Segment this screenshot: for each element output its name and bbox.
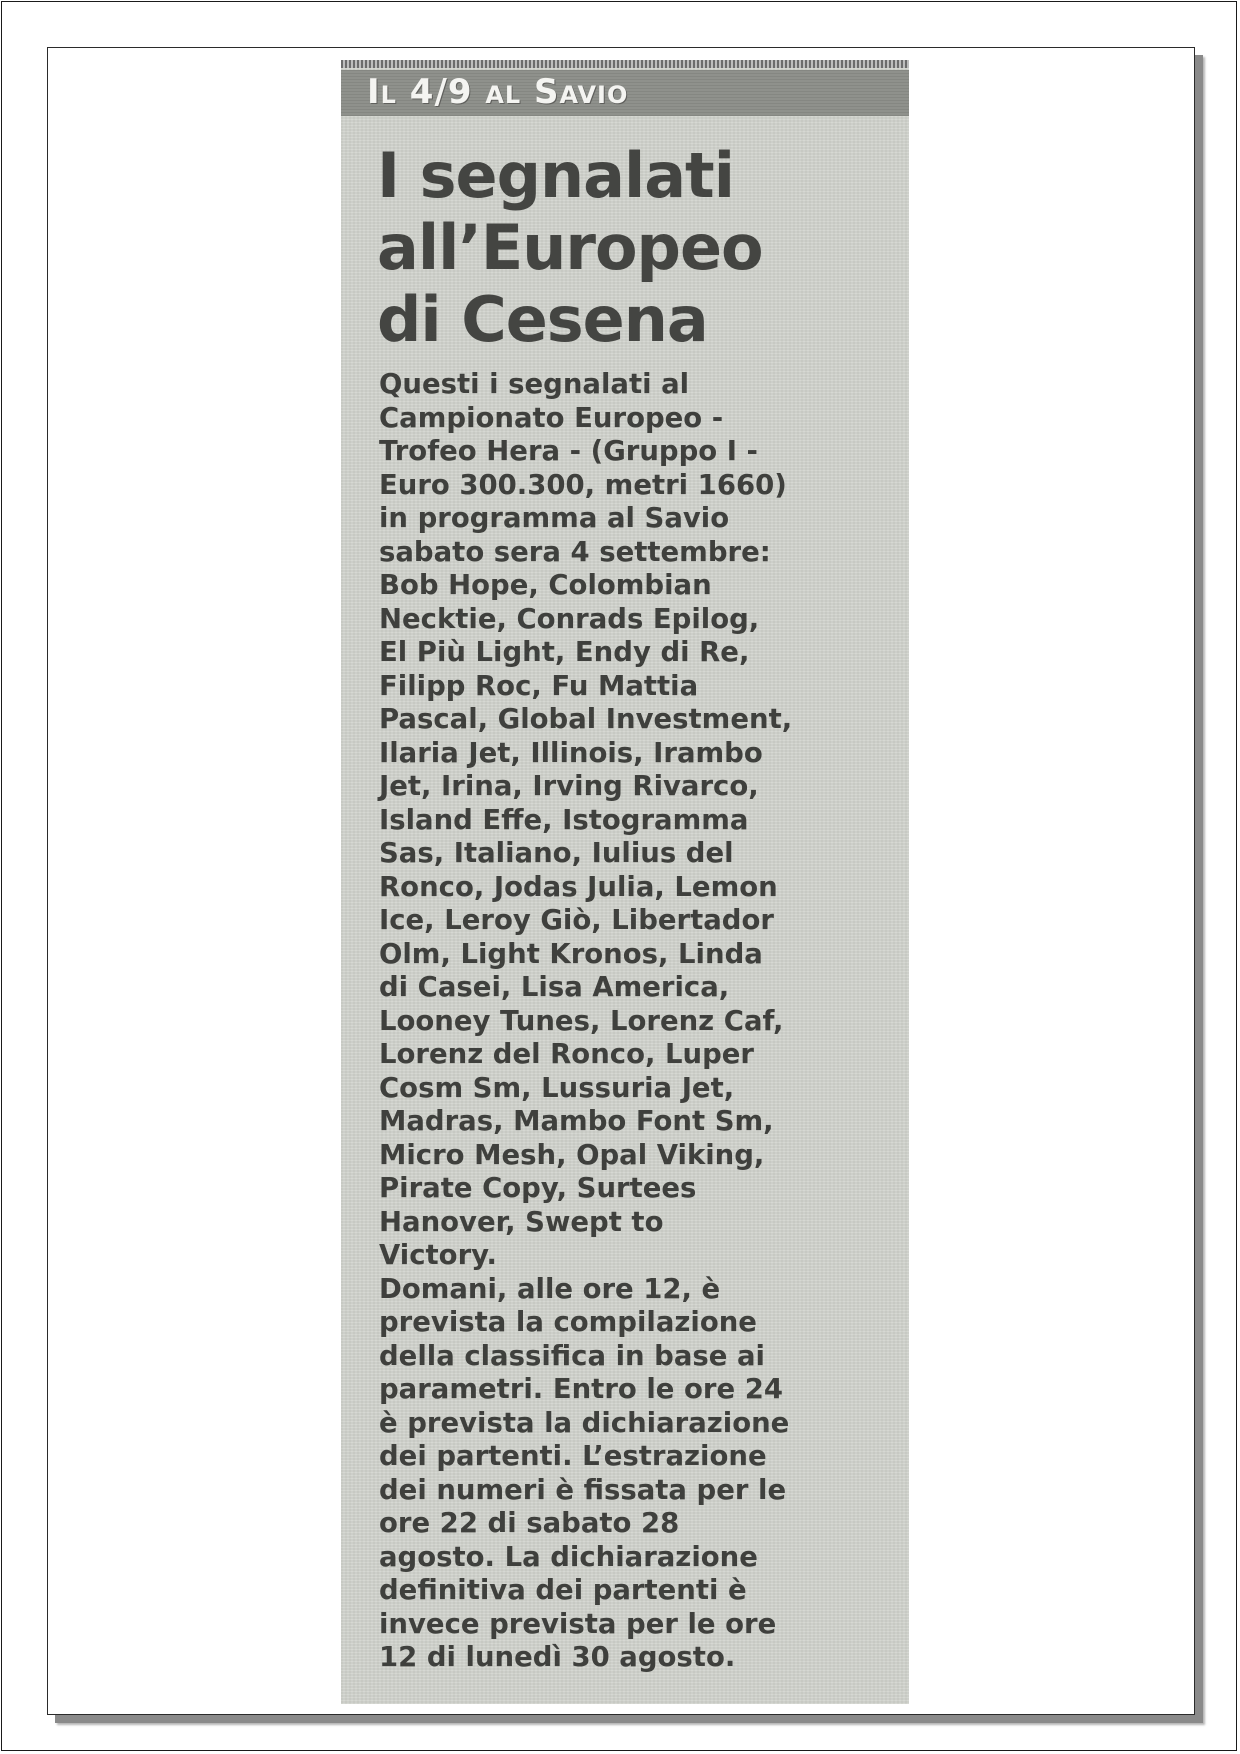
article-body <box>379 368 909 1675</box>
body-line: ore 22 di sabato 28 <box>379 1507 680 1539</box>
body-line: Island Effe, Istogramma <box>379 803 749 836</box>
body-line: Euro 300.300, metri 1660) <box>379 468 787 501</box>
body-line: 12 di lunedì 30 agosto. <box>379 1641 736 1673</box>
kicker-band <box>341 70 909 116</box>
body-line: Pirate Copy, Surtees <box>379 1172 697 1204</box>
headline-line: I segnalati <box>377 139 734 212</box>
body-line: agosto. La dichiarazione <box>379 1540 758 1573</box>
body-line: parametri. Entro le ore 24 <box>379 1373 783 1405</box>
body-line: El Più Light, Endy di Re, <box>379 636 750 668</box>
body-line: Ice, Leroy Giò, Libertador <box>379 904 774 936</box>
body-line: Campionato Europeo - <box>379 401 724 434</box>
body-line: Filipp Roc, Fu Mattia <box>379 669 699 702</box>
body-line: sabato sera 4 settembre: <box>379 535 771 568</box>
body-line: Cosm Sm, Lussuria Jet, <box>379 1071 735 1104</box>
body-line: di Casei, Lisa America, <box>379 971 730 1003</box>
body-line: in programma al Savio <box>379 502 730 534</box>
body-line: Lorenz del Ronco, Luper <box>379 1038 754 1070</box>
headline-line: all’Europeo <box>377 211 763 284</box>
headline <box>377 140 897 356</box>
body-line: Olm, Light Kronos, Linda <box>379 937 763 970</box>
body-line: Ilaria Jet, Illinois, Irambo <box>379 736 763 769</box>
body-line: Domani, alle ore 12, è <box>379 1272 721 1305</box>
body-line: è prevista la dichiarazione <box>379 1406 790 1439</box>
body-line: Hanover, Swept to <box>379 1205 664 1238</box>
body-line: Trofeo Hera - (Gruppo I - <box>379 435 758 467</box>
body-line: Ronco, Jodas Julia, Lemon <box>379 870 778 903</box>
body-line: definitiva dei partenti è <box>379 1574 747 1606</box>
body-line: Questi i segnalati al <box>379 368 690 400</box>
body-line: Jet, Irina, Irving Rivarco, <box>379 770 759 802</box>
body-line: invece prevista per le ore <box>379 1607 777 1640</box>
body-line: Necktie, Conrads Epilog, <box>379 602 760 635</box>
body-line: Micro Mesh, Opal Viking, <box>379 1138 765 1171</box>
body-line: dei numeri è fissata per le <box>379 1473 787 1506</box>
body-line: della classifica in base ai <box>379 1339 765 1372</box>
body-line: Victory. <box>379 1239 497 1271</box>
body-line: Pascal, Global Investment, <box>379 703 793 735</box>
body-line: Sas, Italiano, Iulius del <box>379 837 734 869</box>
clipping-top-edge <box>341 60 909 68</box>
body-line: Bob Hope, Colombian <box>379 569 712 601</box>
body-line: prevista la compilazione <box>379 1306 757 1338</box>
newspaper-clipping <box>341 60 909 1704</box>
body-line: dei partenti. L’estrazione <box>379 1440 767 1472</box>
kicker: Il 4/9 al Savio <box>367 72 629 112</box>
headline-line: di Cesena <box>377 283 708 356</box>
body-line: Looney Tunes, Lorenz Caf, <box>379 1004 784 1037</box>
body-line: Madras, Mambo Font Sm, <box>379 1105 774 1137</box>
